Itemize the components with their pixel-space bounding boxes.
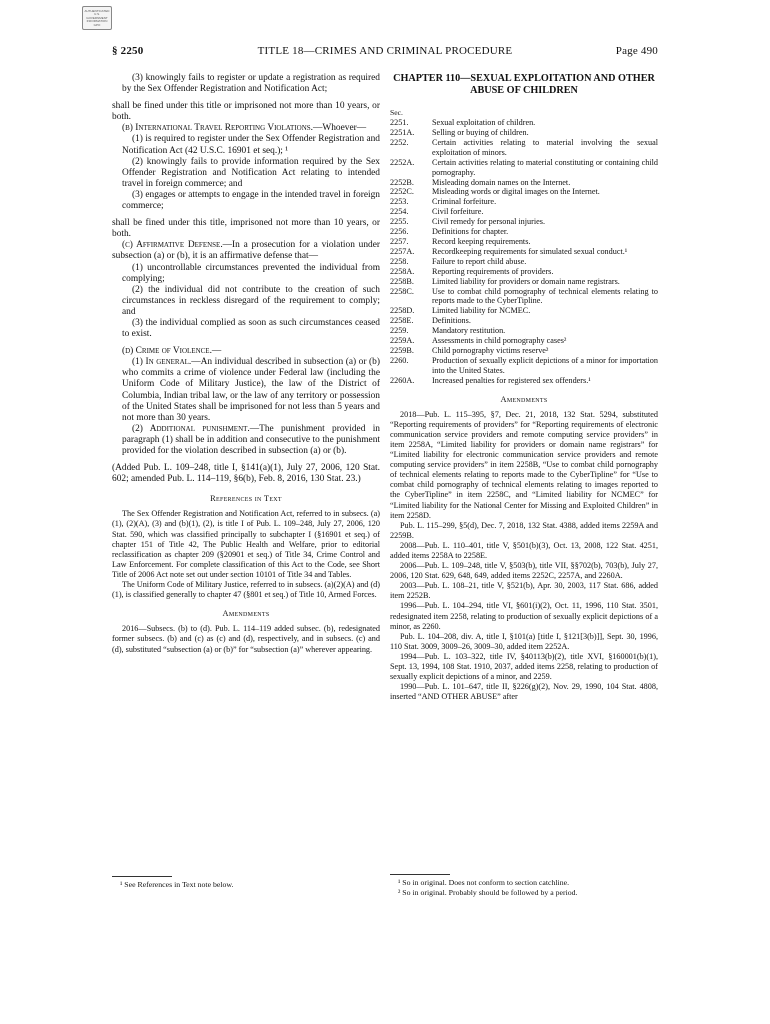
paragraph-text: — — [211, 346, 222, 357]
toc-row — [390, 197, 658, 207]
toc-row — [390, 376, 658, 386]
paragraph: (3) engages or attempts to engage in the intended travel in foreign commerce; — [122, 189, 380, 212]
toc-section-number: 2252B. — [390, 177, 414, 187]
toc-section-number: 2259. — [390, 326, 409, 336]
toc-section-title: Increased penalties for registered sex offenders.¹ — [432, 375, 591, 385]
note-paragraph: The Sex Offender Registration and Notification Act, referred to in subsecs. (a)(1), (2)(A), (3) and (b)(1), (2), is title I of Pub. L. 109–248, July 27, 2006, 120 Stat. 590, which was classified principally to subchapter I (§16901 et seq.) of chapter 151 of Title 42, The Public Health and Welfare, prior to editorial reclassification as chapter 209 (§20901 et seq.) of Title 34, Crime Control and Law Enforcement. For complete classification of this Act to the Code, see Short Title of 2006 Act note set out under section 10101 of Title 34 and Tables. — [112, 509, 380, 579]
toc-row — [390, 356, 658, 376]
section-table-of-contents — [390, 108, 658, 385]
toc-section-number: 2252C. — [390, 187, 414, 197]
header-page-number: Page 490 — [615, 45, 658, 57]
paragraph-text: —An individual described in subsection (a) or (b) who commits a crime of violence under Federal law (including the Uniform Code of Military Justice), the law of the District of Columbia, Indian tribal law, or the law of any territory or possession of the United States shall be imprisoned for not less than 5 years and not more than 30 years. — [122, 357, 380, 423]
subsection-heading: (b) International Travel Reporting Violations. — [122, 123, 313, 134]
subsection-heading: (d) Crime of Violence. — [122, 346, 212, 357]
toc-section-title: Selling or buying of children. — [432, 128, 529, 137]
left-column — [112, 73, 380, 655]
paragraph: (2) knowingly fails to provide information required by the Sex Offender Registration and Notification Act relating to intended travel in foreign commerce; and — [122, 156, 380, 189]
toc-section-number: 2251. — [390, 118, 409, 128]
paragraph-text: —In a prosecution for a violation under subsection (a) or (b), it is an affirmative defense that— — [112, 240, 380, 262]
toc-sec-label: Sec. — [390, 108, 403, 118]
paragraph-text: —Whoever— — [313, 123, 367, 134]
paragraph: shall be fined under this title or imprisoned not more than 10 years, or both. — [112, 101, 380, 123]
note-paragraph: 1996—Pub. L. 104–294, title VI, §601(i)(2), Oct. 11, 1996, 110 Stat. 3501, redesignated item 2258, relating to production of sexually explicit depictions of a minor, as 2260. — [390, 601, 658, 631]
toc-section-title: Failure to report child abuse. — [432, 256, 527, 266]
toc-section-title: Misleading domain names on the Internet. — [432, 177, 571, 187]
toc-section-number: 2252. — [390, 137, 409, 147]
toc-row — [390, 138, 658, 158]
toc-section-title: Certain activities relating to material constituting or containing child pornography. — [432, 157, 658, 177]
toc-section-number: 2254. — [390, 207, 409, 217]
footnote: ¹ See References in Text note below. — [120, 880, 234, 889]
note-paragraph: 2006—Pub. L. 109–248, title V, §503(b), title VII, §§702(b), 703(b), July 27, 2006, 120 Stat. 629, 648, 649, added items 2252C, 2257A, and 2260A. — [390, 561, 658, 581]
toc-row — [390, 316, 658, 326]
toc-row — [390, 227, 658, 237]
paragraph: (3) the individual complied as soon as such circumstances ceased to exist. — [122, 317, 380, 340]
paragraph: (1) uncontrollable circumstances prevented the individual from complying; — [122, 262, 380, 284]
toc-row — [390, 187, 658, 197]
paragraph — [112, 240, 380, 262]
toc-section-title: Mandatory restitution. — [432, 326, 506, 336]
toc-row — [390, 247, 658, 257]
references-heading: References in Text — [210, 494, 282, 504]
toc-section-number: 2258B. — [390, 276, 414, 286]
toc-row — [390, 118, 658, 128]
toc-section-number: 2257A. — [390, 246, 415, 256]
source-credit: (Added Pub. L. 109–248, title I, §141(a)(1), July 27, 2006, 120 Stat. 602; amended Pub. L. 114–119, §6(b), Feb. 8, 2016, 130 Stat. 23.) — [112, 463, 380, 485]
toc-row — [390, 257, 658, 267]
note-paragraph: Pub. L. 115–299, §5(d), Dec. 7, 2018, 132 Stat. 4388, added items 2259A and 2259B. — [390, 520, 658, 540]
toc-row — [390, 178, 658, 188]
toc-section-number: 2258C. — [390, 286, 414, 296]
toc-section-number: 2259B. — [390, 345, 414, 355]
page-header — [112, 45, 658, 59]
toc-row — [390, 267, 658, 277]
subsection-heading: (c) Affirmative Defense. — [122, 240, 223, 251]
toc-section-number: 2258D. — [390, 306, 415, 316]
toc-row — [390, 346, 658, 356]
paragraph: shall be fined under this title, imprisoned not more than 10 years, or both. — [112, 218, 380, 240]
toc-section-title: Use to combat child pornography of technical elements relating to reports made to the CyberTipline. — [432, 286, 658, 306]
toc-row — [390, 277, 658, 287]
toc-section-title: Reporting requirements of providers. — [432, 266, 554, 276]
toc-row — [390, 217, 658, 227]
toc-section-title: Record keeping requirements. — [432, 236, 531, 246]
paragraph-text: —The punishment provided in paragraph (1) shall be in addition and consecutive to the punishment provided for the violation described in subsection (a) or (b). — [122, 423, 380, 456]
toc-section-number: 2257. — [390, 236, 409, 246]
toc-section-title: Definitions for chapter. — [432, 227, 509, 237]
note-paragraph: 2008—Pub. L. 110–401, title V, §501(b)(3), Oct. 13, 2008, 122 Stat. 4251, added items 2258A to 2258E. — [390, 540, 658, 560]
note-paragraph: Pub. L. 104–208, div. A, title I, §101(a) [title I, §121[3(b)]], Sept. 30, 1996, 110 Stat. 3009, 3009–26, 3009–30, added item 2252A. — [390, 631, 658, 651]
toc-section-number: 2258A. — [390, 266, 415, 276]
note-paragraph: The Uniform Code of Military Justice, referred to in subsecs. (a)(2)(A) and (d)(1), is classified generally to chapter 47 (§801 et seq.) of Title 10, Armed Forces. — [112, 580, 380, 600]
toc-section-title: Misleading words or digital images on the Internet. — [432, 187, 600, 197]
right-footnotes — [390, 874, 658, 897]
left-footnotes — [112, 876, 380, 890]
toc-section-title: Civil forfeiture. — [432, 207, 484, 217]
toc-section-number: 2253. — [390, 197, 409, 207]
toc-row — [390, 326, 658, 336]
toc-section-number: 2251A. — [390, 128, 415, 137]
toc-row — [390, 158, 658, 178]
toc-section-number: 2260A. — [390, 375, 415, 385]
toc-section-title: Recordkeeping requirements for simulated sexual conduct.¹ — [432, 246, 628, 256]
header-title: TITLE 18—CRIMES AND CRIMINAL PROCEDURE — [257, 45, 513, 57]
toc-section-title: Limited liability for NCMEC. — [432, 306, 531, 316]
subsection-heading: (1) In general. — [132, 357, 192, 368]
toc-section-title: Limited liability for providers or domain name registrars. — [432, 276, 620, 286]
paragraph: (2) the individual did not contribute to the creation of such circumstances in reckless disregard of the requirement to comply; and — [122, 284, 380, 317]
toc-row — [390, 207, 658, 217]
toc-section-number: 2258E. — [390, 316, 414, 326]
toc-section-number: 2260. — [390, 355, 409, 365]
amendments-heading: Amendments — [500, 394, 548, 404]
toc-section-title: Production of sexually explicit depictions of a minor for importation into the United States. — [432, 355, 658, 375]
toc-section-title: Assessments in child pornography cases² — [432, 336, 567, 346]
note-paragraph: 2003—Pub. L. 108–21, title V, §521(b), Apr. 30, 2003, 117 Stat. 686, added item 2252B. — [390, 581, 658, 601]
toc-section-title: Definitions. — [432, 316, 471, 326]
paragraph — [112, 346, 380, 357]
toc-row — [390, 287, 658, 307]
amendments-heading: Amendments — [222, 609, 270, 619]
note-paragraph: 1990—Pub. L. 101–647, title II, §226(g)(2), Nov. 29, 1990, 104 Stat. 4808, inserted “AND OTHER ABUSE” after — [390, 682, 658, 702]
toc-row — [390, 237, 658, 247]
toc-section-number: 2252A. — [390, 157, 415, 167]
note-paragraph: 2018—Pub. L. 115–395, §7, Dec. 21, 2018, 132 Stat. 5294, substituted “Reporting requirements of providers” for “Reporting requirements of electronic communication service providers and remote computing service providers” in item 2258A, “Limited liability for providers or domain name registrars” for “Limited liability for electronic communication service providers and remote computing service providers” in item 2258B, “Use to combat child pornography of technical elements relating to reports made to the CyberTipline” for “Use to combat child pornography of technical elements relating to images reported to the CyberTipline” in item 2258C, and “Limited liability for NCMEC” for “Limited liability for the National Center for Missing and Exploited Children” in item 2258D. — [390, 409, 658, 520]
footnote: ² So in original. Probably should be followed by a period. — [398, 887, 578, 897]
toc-section-title: Certain activities relating to material involving the sexual exploitation of minors. — [432, 137, 658, 157]
toc-section-title: Civil remedy for personal injuries. — [432, 217, 546, 227]
toc-section-title: Sexual exploitation of children. — [432, 118, 536, 128]
toc-row — [390, 306, 658, 316]
toc-section-title: Child pornography victims reserve² — [432, 345, 549, 355]
gpo-authentication-seal — [82, 6, 112, 30]
paragraph — [112, 357, 380, 424]
paragraph: (3) knowingly fails to register or update a registration as required by the Sex Offender Registration and Notification Act; — [122, 73, 380, 95]
right-column — [390, 73, 658, 702]
toc-row — [390, 336, 658, 346]
note-paragraph: 2016—Subsecs. (b) to (d). Pub. L. 114–119 added subsec. (b), redesignated former subsecs. (b) and (c) as (c) and (d), respectively, and in subsecs. (c) and (d), substituted “subsection (a) or (b)” for “subsection (a)” wherever appearing. — [112, 624, 380, 654]
toc-section-number: 2255. — [390, 217, 409, 227]
toc-row — [390, 128, 658, 138]
toc-section-title: Criminal forfeiture. — [432, 197, 497, 207]
footnote: ¹ So in original. Does not conform to section catchline. — [398, 878, 570, 887]
seal-text: AUTHENTICATED U.S. GOVERNMENT INFORMATION GPO — [84, 9, 110, 27]
subsection-heading: (2) Additional punishment. — [132, 423, 250, 434]
toc-section-number: 2258. — [390, 256, 409, 266]
paragraph: (1) is required to register under the Sex Offender Registration and Notification Act (42 U.S.C. 16901 et seq.); ¹ — [122, 134, 380, 156]
toc-section-number: 2259A. — [390, 336, 415, 346]
toc-section-number: 2256. — [390, 227, 409, 237]
chapter-title: CHAPTER 110—SEXUAL EXPLOITATION AND OTHER ABUSE OF CHILDREN — [393, 73, 655, 96]
paragraph — [112, 123, 380, 134]
note-paragraph: 1994—Pub. L. 103–322, title IV, §40113(b)(2), title XVI, §160001(b)(1), Sept. 13, 1994, 108 Stat. 1910, 2037, added items 2258, relating to production of sexually explicit depictions of a minor, and 2259. — [390, 651, 658, 682]
header-section: § 2250 — [112, 45, 144, 57]
paragraph — [112, 424, 380, 457]
